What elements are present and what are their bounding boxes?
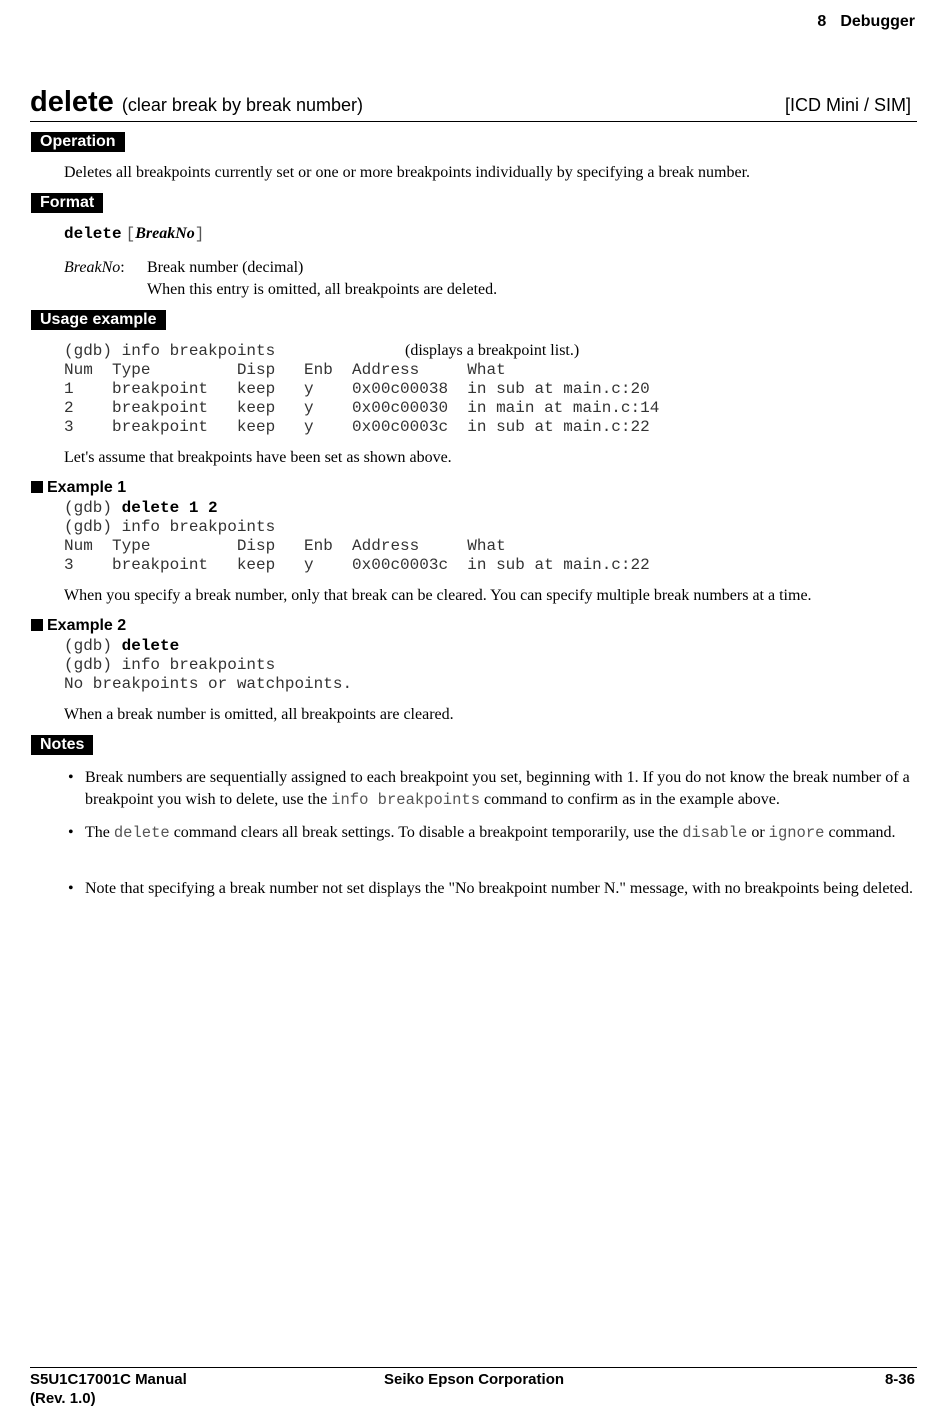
inline-code: disable: [682, 824, 748, 842]
example-1-line: Num Type Disp Enb Address What: [64, 537, 506, 555]
example-2-line: No breakpoints or watchpoints.: [64, 675, 353, 693]
square-bullet-icon: [31, 481, 43, 493]
usage-assume-text: Let's assume that breakpoints have been set as shown above.: [64, 449, 452, 466]
usage-table-row: 1 breakpoint keep y 0x00c00038 in sub at main.c:20: [64, 380, 650, 398]
operation-text: Deletes all breakpoints currently set or one or more breakpoints individually by specifying a break number.: [64, 164, 751, 181]
square-bullet-icon: [31, 619, 43, 631]
chapter-number: 8: [817, 13, 827, 30]
param-desc-1: Break number (decimal): [147, 259, 304, 276]
section-operation: Operation: [31, 132, 125, 152]
format-command: delete: [64, 225, 122, 243]
example-1-heading: Example 1: [31, 479, 126, 497]
running-head: [817, 13, 915, 31]
example-1-line: 3 breakpoint keep y 0x00c0003c in sub at main.c:22: [64, 556, 650, 574]
example-1-command-line: (gdb) delete 1 2: [64, 499, 218, 517]
command-name: delete: [30, 86, 114, 118]
example-2-command: delete: [121, 637, 180, 655]
usage-prompt-line: (gdb) info breakpoints: [64, 342, 276, 360]
note-item: • The delete command clears all break settings. To disable a breakpoint temporarily, use the disable or ignore command.: [68, 824, 896, 842]
footer-manual: S5U1C17001C Manual (Rev. 1.0): [30, 1371, 187, 1407]
command-description: (clear break by break number): [121, 95, 363, 115]
footer-company: Seiko Epson Corporation: [384, 1371, 565, 1388]
command-title: [30, 86, 363, 119]
param-label: BreakNo:: [64, 259, 125, 276]
example-2-command-line: (gdb) delete: [64, 637, 180, 655]
inline-code: info breakpoints: [331, 791, 480, 809]
usage-table-row: 2 breakpoint keep y 0x00c00030 in main at main.c:14: [64, 399, 660, 417]
format-param: BreakNo: [135, 225, 195, 242]
command-header: [30, 86, 917, 122]
bullet-icon: •: [68, 769, 74, 786]
inline-code: ignore: [768, 824, 825, 842]
footer-rule: [30, 1367, 917, 1368]
format-open-bracket: [: [125, 225, 136, 243]
usage-table-header: Num Type Disp Enb Address What: [64, 361, 506, 379]
example-1-line: (gdb) info breakpoints: [64, 518, 276, 536]
note-item: • Break numbers are sequentially assigned to each breakpoint you set, beginning with 1. If you do not know the break number of a breakpoint you wish to delete, use the info breakpoints command to confirm as in the example above.: [68, 769, 910, 809]
bullet-icon: •: [68, 824, 74, 841]
inline-code: delete: [113, 824, 170, 842]
format-close-bracket: ]: [194, 225, 205, 243]
usage-comment: (displays a breakpoint list.): [405, 342, 580, 359]
example-1-text: When you specify a break number, only that break can be cleared. You can specify multiple break numbers at a time.: [64, 587, 812, 604]
section-usage-example: Usage example: [31, 310, 166, 330]
usage-table-row: 3 breakpoint keep y 0x00c0003c in sub at main.c:22: [64, 418, 650, 436]
format-syntax: [64, 225, 204, 243]
section-format: Format: [31, 193, 103, 213]
example-1-command: delete 1 2: [121, 499, 218, 517]
example-2-heading: Example 2: [31, 617, 126, 635]
example-2-text: When a break number is omitted, all breakpoints are cleared.: [64, 706, 454, 723]
command-target: [ICD Mini / SIM]: [784, 95, 911, 115]
param-desc-2: When this entry is omitted, all breakpoints are deleted.: [147, 281, 498, 298]
chapter-title: Debugger: [840, 13, 915, 30]
footer-page-number: 8-36: [884, 1371, 915, 1388]
note-item: • Note that specifying a break number not set displays the "No breakpoint number N." message, with no breakpoints being deleted.: [68, 878, 918, 900]
section-notes: Notes: [31, 735, 93, 755]
bullet-icon: •: [68, 880, 74, 897]
example-2-line: (gdb) info breakpoints: [64, 656, 276, 674]
